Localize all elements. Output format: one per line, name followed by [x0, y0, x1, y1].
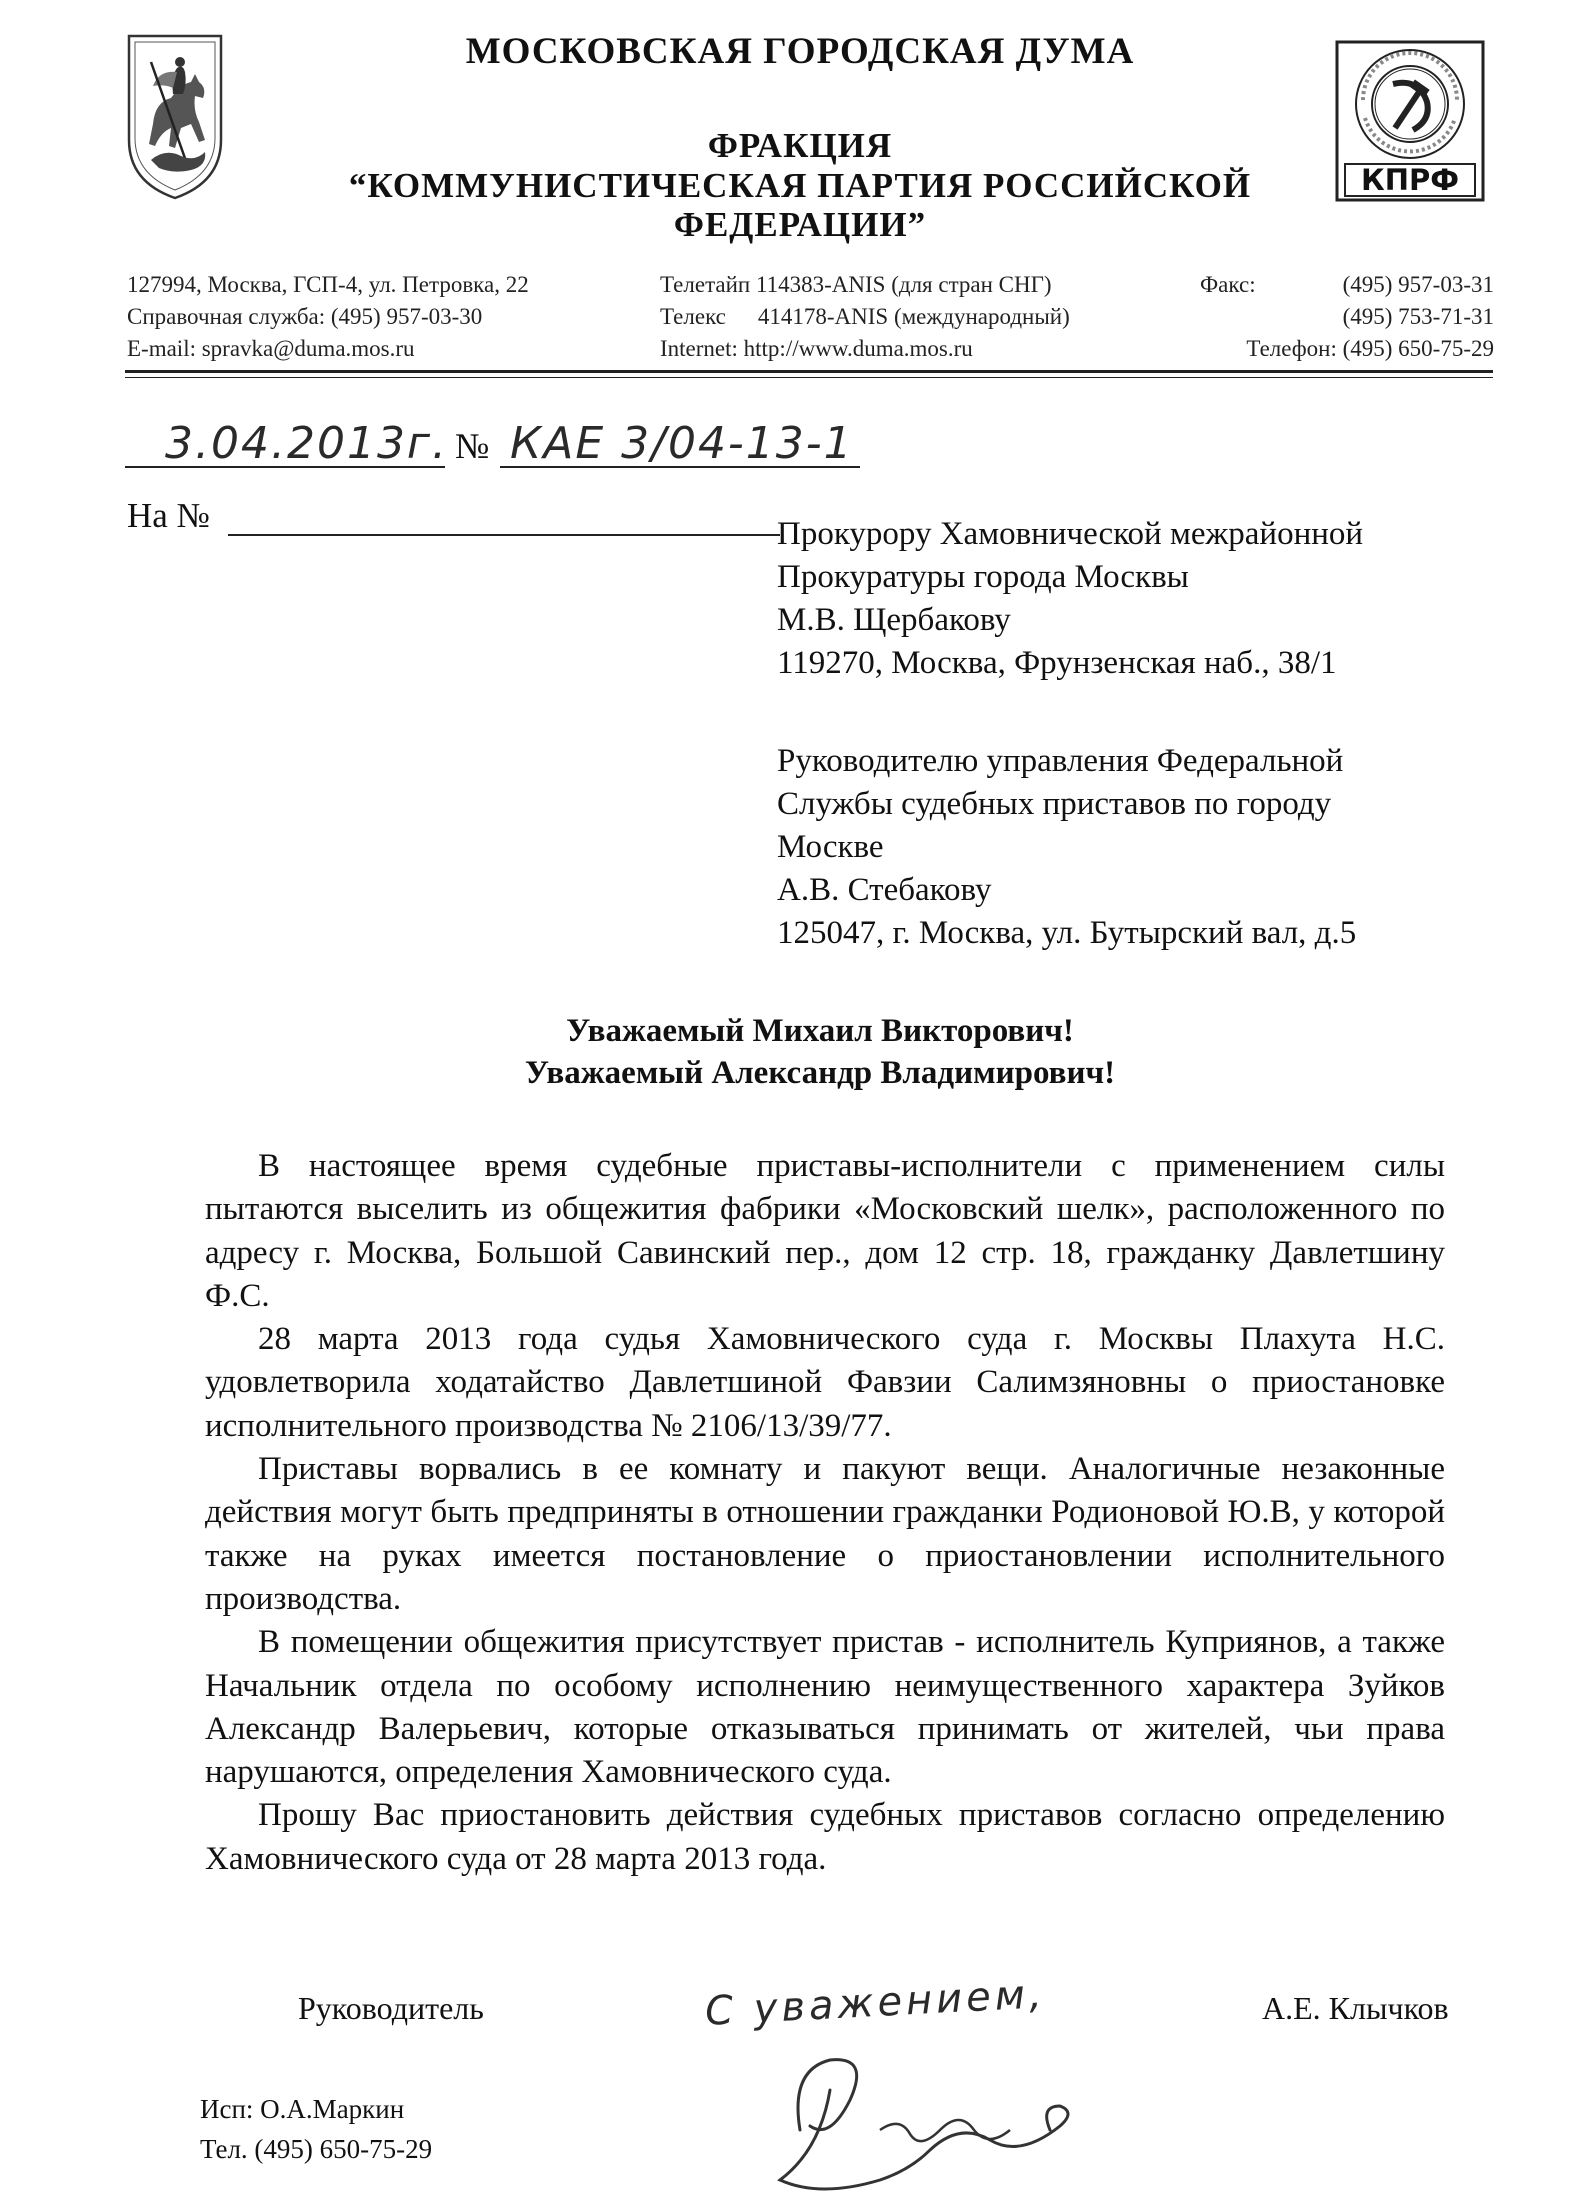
reply-underline — [228, 534, 780, 536]
recipient-1 — [777, 513, 1517, 685]
recipient-1-line: Прокуратуры города Москвы — [777, 559, 1189, 595]
recipient-1-line: Прокурору Хамовнической межрайонной — [777, 516, 1364, 552]
handwritten-salutation: С уважением, — [704, 1971, 1047, 2035]
faction-line-2: ФЕДЕРАЦИИ” — [673, 205, 927, 244]
contact-teletype: Телетайп 114383-ANIS (для стран СНГ) — [660, 272, 1052, 297]
greeting — [200, 1010, 1440, 1094]
signer-role: Руководитель — [298, 1990, 484, 2026]
handwritten-signature — [760, 2030, 1100, 2200]
handwritten-number: КАЕ 3/04-13-1 — [510, 418, 854, 469]
executor: Исп: О.А.Маркин — [200, 2094, 405, 2124]
contacts-fax-label: Факс: — [1200, 272, 1256, 297]
executor-phone: Тел. (495) 650-75-29 — [200, 2134, 433, 2164]
body-paragraph-3: Приставы ворвались в ее комнату и пакуют вещи. Аналогичные незаконные действия могут быть предприняты в отношении гражданки Родионовой Ю.В, у которой также на руках имеется постановление о приостановлении исполнительного производства. — [205, 1451, 1445, 1617]
number-label: № — [455, 426, 490, 466]
contact-phone: Телефон: (495) 650-75-29 — [1246, 336, 1494, 361]
moscow-coat-of-arms — [125, 32, 225, 202]
contact-help-desk: Справочная служба: (495) 957-03-30 — [127, 304, 483, 329]
contact-fax-2: (495) 753-71-31 — [1342, 304, 1494, 329]
handwritten-date: 3.04.2013г. — [165, 418, 449, 469]
greeting-line-1: Уважаемый Михаил Викторович! — [566, 1013, 1074, 1049]
contact-telex-value: 414178-ANIS (международный) — [757, 304, 1070, 329]
number-underline — [500, 466, 860, 468]
body-paragraph-1: В настоящее время судебные приставы-исполнители с применением силы пытаются выселить из общежития фабрики «Московский шелк», расположенного по адресу г. Москва, Большой Савинский пер., дом 12 стр. 18, гражданку Давлетшину Ф.С. — [205, 1148, 1445, 1314]
recipient-1-line: 119270, Москва, Фрунзенская наб., 38/1 — [777, 645, 1337, 681]
recipient-2 — [777, 740, 1517, 955]
recipient-1-line: М.В. Щербакову — [777, 602, 1011, 638]
body-paragraph-2: 28 марта 2013 года судья Хамовнического суда г. Москвы Плахута Н.С. удовлетворила ходатайство Давлетшиной Фавзии Салимзяновны о приостановке исполнительного производства № 2106/13/39/77. — [205, 1321, 1445, 1444]
reply-label: На № — [127, 496, 210, 535]
contact-fax-1: (495) 957-03-31 — [1342, 272, 1494, 297]
header-divider-thin — [125, 377, 1493, 378]
recipient-2-line: 125047, г. Москва, ул. Бутырский вал, д.5 — [777, 915, 1357, 951]
faction-line-1: “КОММУНИСТИЧЕСКАЯ ПАРТИЯ РОССИЙСКОЙ — [348, 166, 1252, 205]
contacts-left — [127, 269, 529, 365]
body-paragraph-4: В помещении общежития присутствует пристав - исполнитель Куприянов, а также Начальник отдела по особому исполнению неимущественного характера Зуйков Александр Валерьевич, которые отказываться принимать от жителей, чьи права нарушаются, определения Хамовнического суда. — [205, 1624, 1445, 1791]
kprf-emblem — [1335, 40, 1485, 202]
recipient-2-line: А.В. Стебакову — [777, 872, 992, 908]
signer-name: А.Е. Клычков — [1262, 1990, 1449, 2026]
recipient-2-line: Службы судебных приставов по городу — [777, 786, 1332, 822]
date-underline — [125, 466, 445, 468]
contacts-middle — [660, 269, 1070, 365]
header-divider — [125, 370, 1493, 373]
contact-email: E-mail: spravka@duma.mos.ru — [127, 336, 415, 361]
kprf-text: КПРФ — [1361, 163, 1459, 197]
faction-label: ФРАКЦИЯ — [707, 126, 893, 165]
contact-telex-label: Телекс — [660, 304, 726, 329]
letter-body — [205, 1145, 1445, 1881]
recipient-2-line: Москве — [777, 829, 884, 865]
org-name: МОСКОВСКАЯ ГОРОДСКАЯ ДУМА — [465, 31, 1135, 72]
body-paragraph-5: Прошу Вас приостановить действия судебных приставов согласно определению Хамовнического суда от 28 марта 2013 года. — [205, 1797, 1445, 1877]
greeting-line-2: Уважаемый Александр Владимирович! — [524, 1055, 1116, 1091]
contact-address: 127994, Москва, ГСП-4, ул. Петровка, 22 — [127, 272, 529, 297]
contacts-right — [1246, 269, 1494, 365]
recipient-2-line: Руководителю управления Федеральной — [777, 743, 1344, 779]
contact-internet: Internet: http://www.duma.mos.ru — [660, 336, 973, 361]
